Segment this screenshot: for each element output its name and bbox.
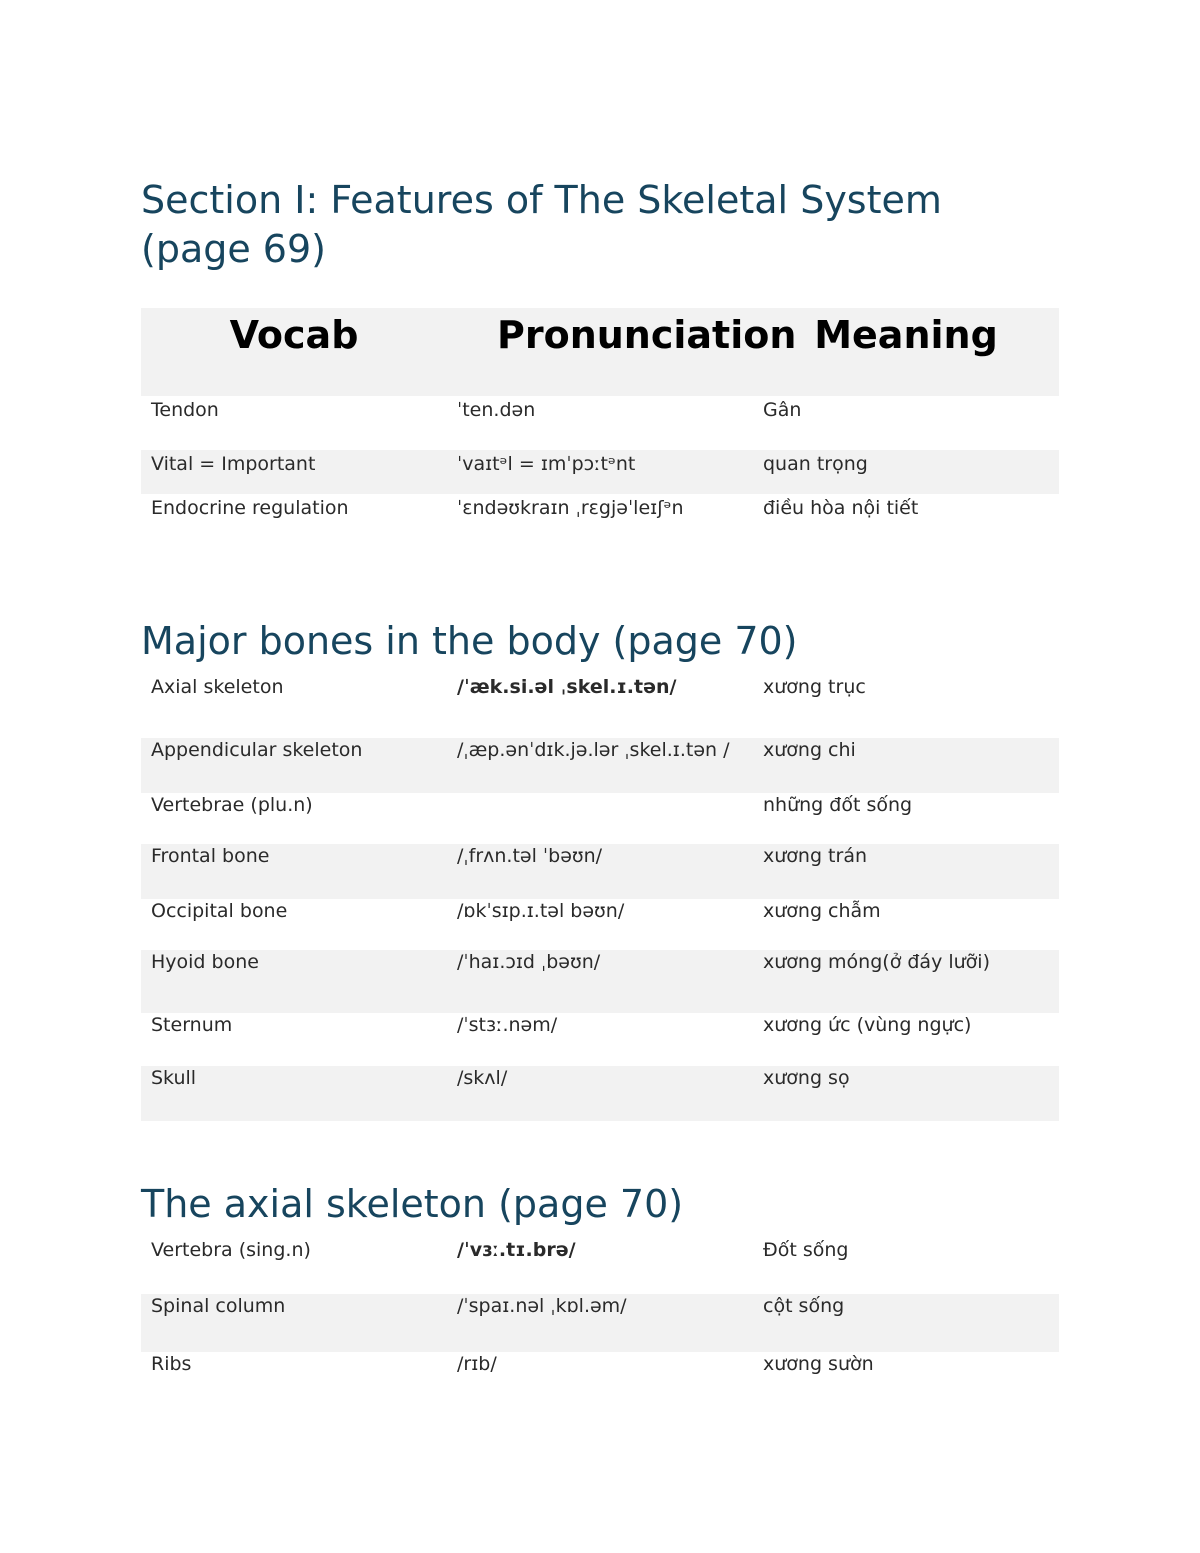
meaning-cell: xương ức (vùng ngực) bbox=[763, 1014, 972, 1036]
vocab-cell: Hyoid bone bbox=[151, 951, 259, 973]
vocab-cell: Vital = Important bbox=[151, 453, 316, 475]
vocab-cell: Occipital bone bbox=[151, 900, 288, 922]
ipa-cell: ˈvaɪtᵊl = ɪmˈpɔːtᵊnt bbox=[457, 453, 636, 475]
meaning-cell: xương móng(ở đáy lưỡi) bbox=[763, 951, 990, 973]
vocab-cell: Spinal column bbox=[151, 1295, 286, 1317]
ipa-cell: /ˈhaɪ.ɔɪd ˌbəʊn/ bbox=[457, 951, 601, 973]
ipa-cell: /ˈstɜː.nəm/ bbox=[457, 1014, 558, 1036]
meaning-cell: quan trọng bbox=[763, 453, 868, 475]
vocab-cell: Vertebra (sing.n) bbox=[151, 1239, 311, 1261]
meaning-cell: Đốt sống bbox=[763, 1239, 849, 1261]
vocab-cell: Ribs bbox=[151, 1353, 192, 1375]
table-row bbox=[141, 899, 1059, 950]
table-row bbox=[141, 950, 1059, 1013]
ipa-cell: /ˈæk.si.əl ˌskel.ɪ.tən/ bbox=[457, 676, 677, 698]
table-row bbox=[141, 793, 1059, 844]
vocab-cell: Appendicular skeleton bbox=[151, 739, 363, 761]
vocab-cell: Frontal bone bbox=[151, 845, 270, 867]
section3-title: The axial skeleton (page 70) bbox=[141, 1182, 684, 1226]
meaning-cell: xương chẫm bbox=[763, 900, 881, 922]
table-row bbox=[141, 1238, 1059, 1294]
vocab-cell: Endocrine regulation bbox=[151, 497, 349, 519]
table-row bbox=[141, 844, 1059, 899]
meaning-cell: xương chi bbox=[763, 739, 856, 761]
table-row bbox=[141, 450, 1059, 494]
ipa-cell: /ˌæp.ənˈdɪk.jə.lər ˌskel.ɪ.tən / bbox=[457, 739, 730, 761]
meaning-cell: xương sọ bbox=[763, 1067, 850, 1089]
table-row bbox=[141, 1013, 1059, 1066]
ipa-cell: /ˌfrʌn.təl ˈbəʊn/ bbox=[457, 845, 603, 867]
meaning-cell: xương sườn bbox=[763, 1353, 874, 1375]
table-row bbox=[141, 1066, 1059, 1121]
vocab-cell: Axial skeleton bbox=[151, 676, 284, 698]
header-meaning: Meaning bbox=[753, 308, 1059, 396]
table-row bbox=[141, 396, 1059, 450]
vocab-cell: Sternum bbox=[151, 1014, 233, 1036]
vocab-cell: Skull bbox=[151, 1067, 197, 1089]
meaning-cell: những đốt sống bbox=[763, 794, 913, 816]
vocab-table-section3 bbox=[141, 1238, 1059, 1408]
table-row bbox=[141, 1352, 1059, 1408]
vocab-table-section2 bbox=[141, 675, 1059, 1121]
header-pronunciation: Pronunciation bbox=[447, 308, 753, 396]
section2-title: Major bones in the body (page 70) bbox=[141, 619, 798, 663]
ipa-cell: /ˈspaɪ.nəl ˌkɒl.əm/ bbox=[457, 1295, 627, 1317]
ipa-cell: /skʌl/ bbox=[457, 1067, 508, 1089]
ipa-cell: ˈɛndəʊkraɪn ˌrɛgjəˈleɪʃᵊn bbox=[457, 497, 684, 519]
ipa-cell: /ɒkˈsɪp.ɪ.təl bəʊn/ bbox=[457, 900, 625, 922]
section1-title: Section I: Features of The Skeletal System (page 69) bbox=[141, 178, 942, 271]
table-row bbox=[141, 738, 1059, 793]
vocab-table-section1 bbox=[141, 308, 1059, 538]
meaning-cell: xương trục bbox=[763, 676, 866, 698]
ipa-cell bbox=[447, 793, 753, 844]
table-header-row bbox=[141, 308, 1059, 396]
table-row bbox=[141, 1294, 1059, 1352]
table-row bbox=[141, 675, 1059, 738]
ipa-cell: /ˈvɜː.tɪ.brə/ bbox=[457, 1239, 576, 1261]
vocab-cell: Vertebrae (plu.n) bbox=[151, 794, 313, 816]
header-vocab: Vocab bbox=[141, 308, 447, 396]
vocab-cell: Tendon bbox=[151, 399, 219, 421]
table-row bbox=[141, 494, 1059, 538]
meaning-cell: cột sống bbox=[763, 1295, 845, 1317]
ipa-cell: ˈten.dən bbox=[457, 399, 536, 421]
meaning-cell: Gân bbox=[763, 399, 802, 421]
meaning-cell: xương trán bbox=[763, 845, 867, 867]
ipa-cell: /rɪb/ bbox=[457, 1353, 497, 1375]
meaning-cell: điều hòa nội tiết bbox=[763, 497, 919, 519]
